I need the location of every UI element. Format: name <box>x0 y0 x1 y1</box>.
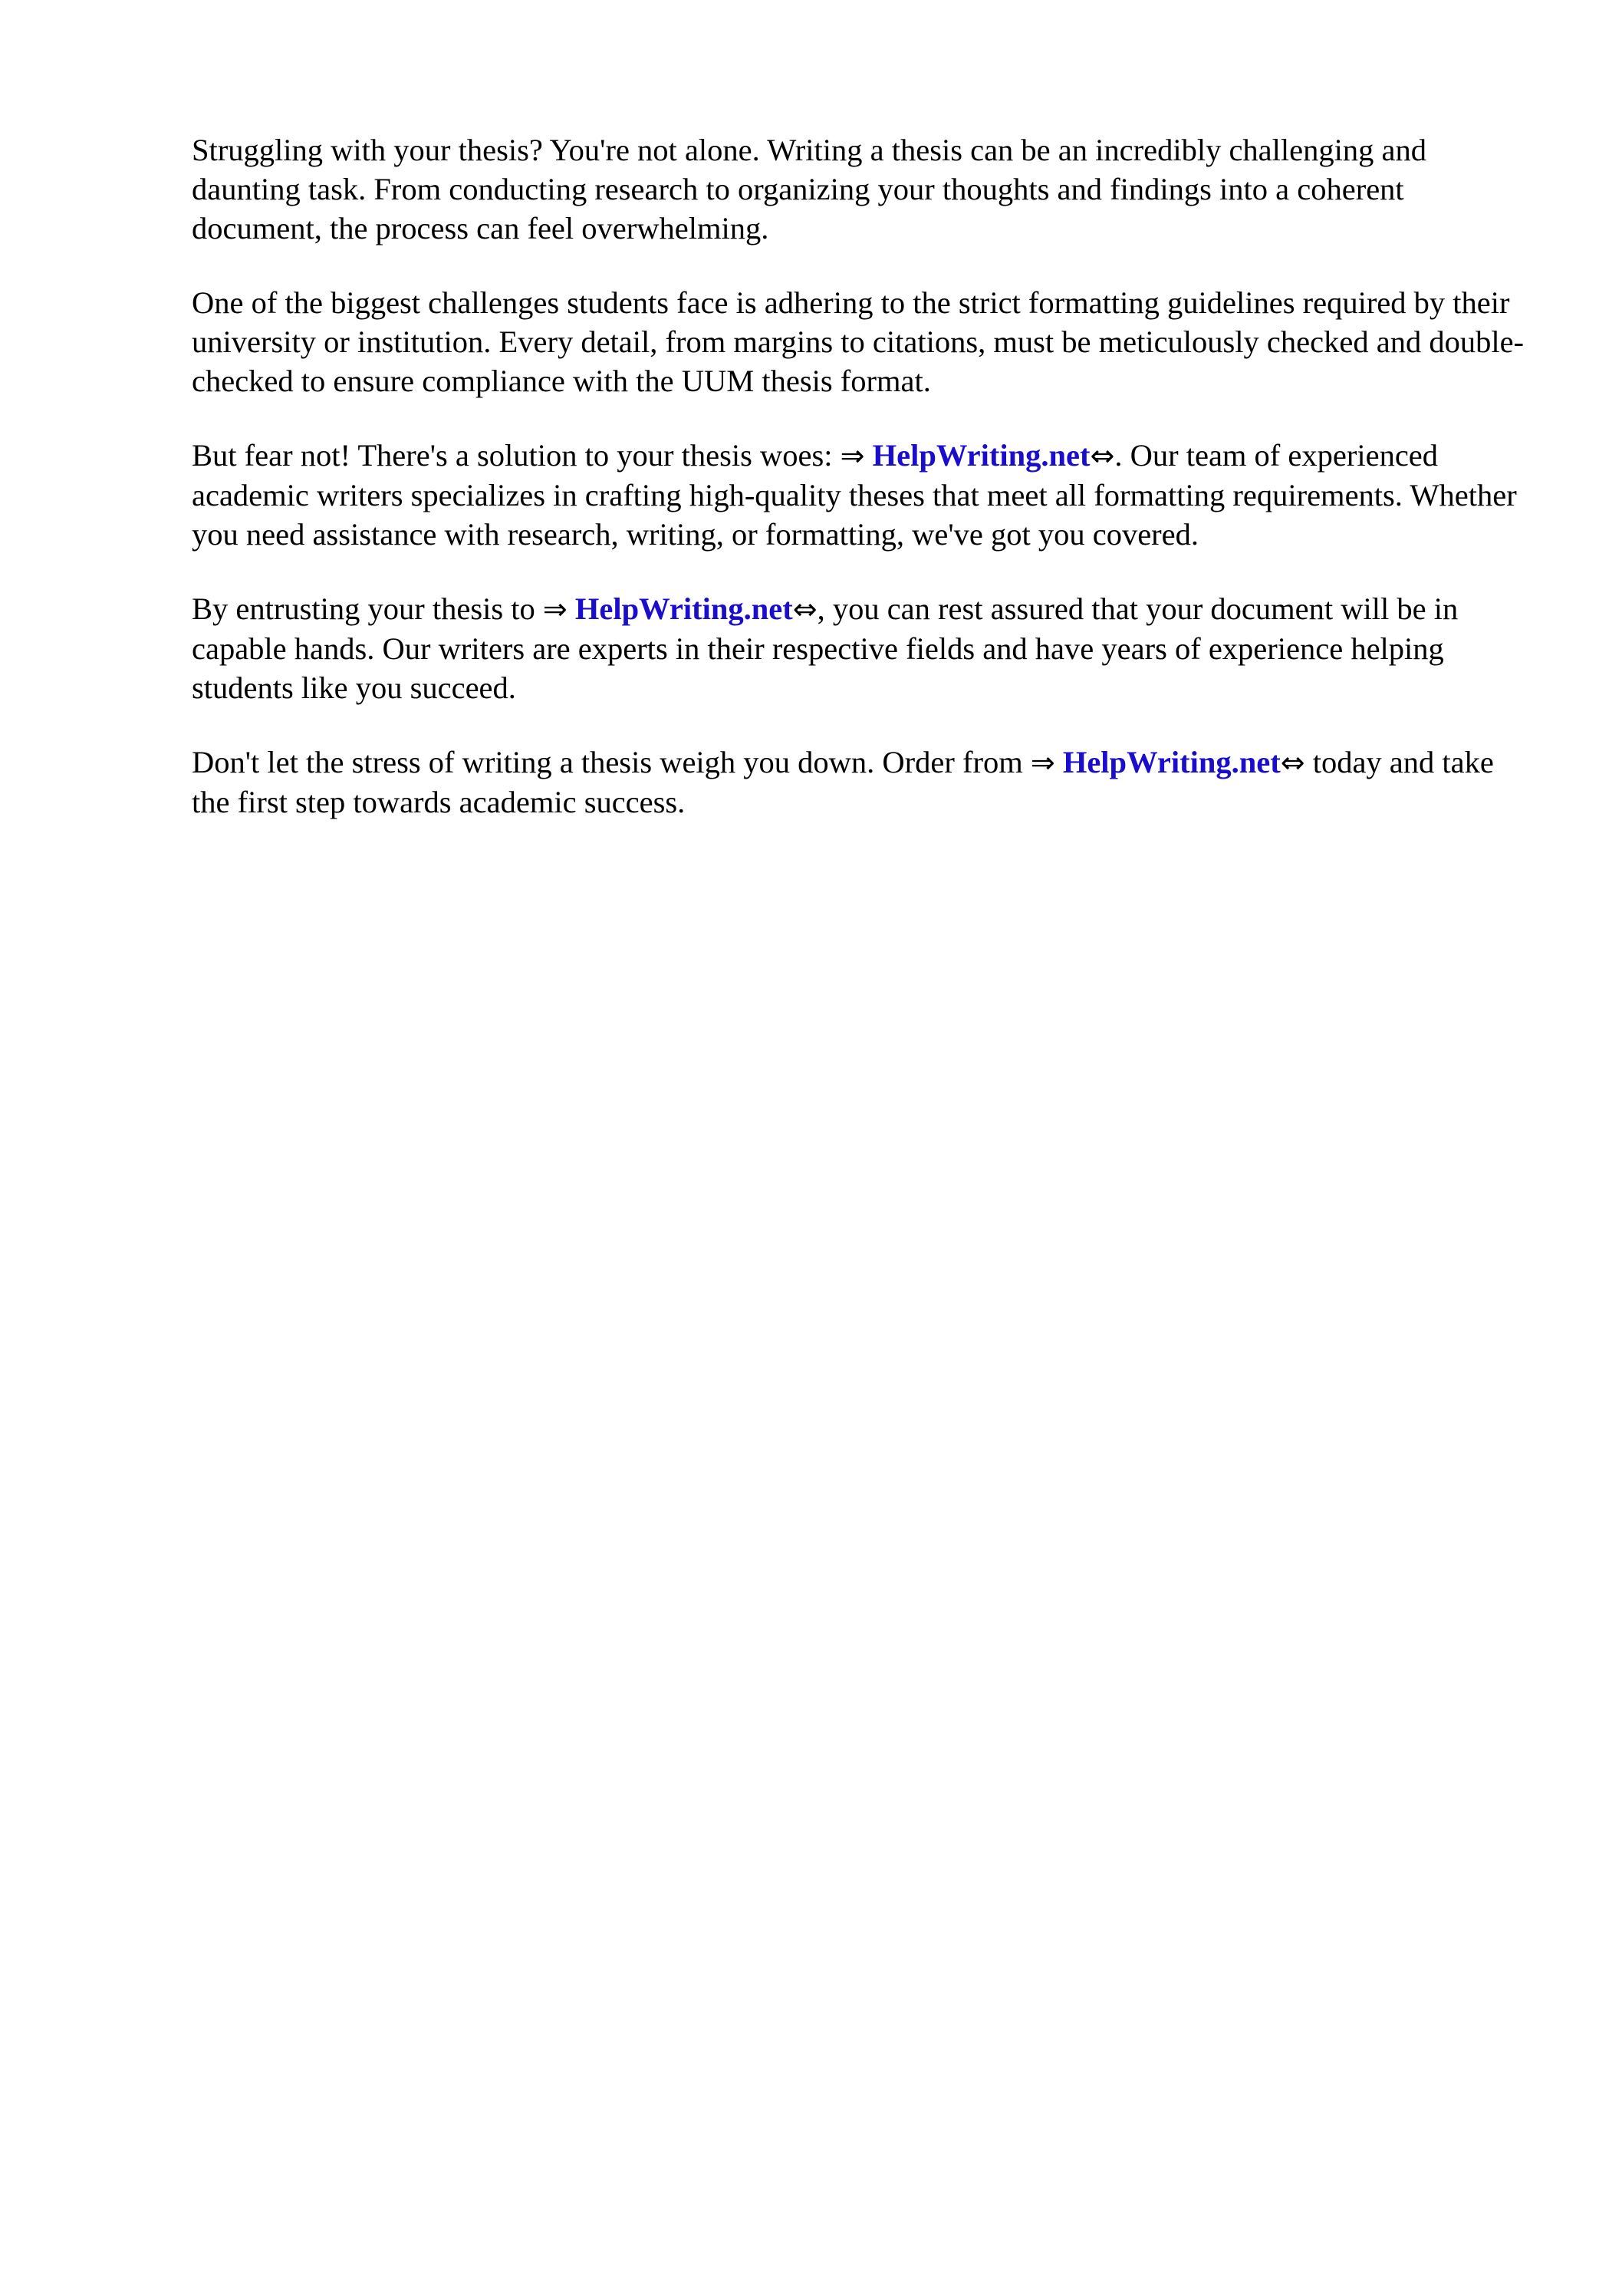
paragraph-text: . Our team of experienced academic writers specializes in crafting high-quality theses that meet all formatting requirements. Whether you need assistance with research, writing, or formatting, we've got you covered. <box>192 438 1517 552</box>
paragraph-order <box>192 743 1530 822</box>
left-right-double-arrow-icon: ⇔ <box>1090 439 1115 473</box>
left-right-double-arrow-icon: ⇔ <box>1280 746 1305 779</box>
right-double-arrow-icon: ⇒ <box>840 439 865 473</box>
paragraph-intro: Struggling with your thesis? You're not alone. Writing a thesis can be an incredibly challenging and daunting task. From conducting research to organizing your thoughts and findings into a coherent document, the process can feel overwhelming. <box>192 133 1426 245</box>
paragraph-text: By entrusting your thesis to <box>192 591 543 626</box>
paragraph-entrusting <box>192 589 1530 707</box>
paragraph-formatting: One of the biggest challenges students face is adhering to the strict formatting guidelines required by their university or institution. Every detail, from margins to citations, must be meticulously checked and double-checked to ensure compliance with the UUM thesis format. <box>192 285 1525 398</box>
helpwriting-link[interactable]: HelpWriting.net <box>872 438 1091 473</box>
paragraph-text: today and take the first step towards academic success. <box>192 745 1494 819</box>
paragraph-text: But fear not! There's a solution to your thesis woes: <box>192 438 841 473</box>
left-right-double-arrow-icon: ⇔ <box>792 592 818 626</box>
right-double-arrow-icon: ⇒ <box>542 592 568 626</box>
helpwriting-link[interactable]: HelpWriting.net <box>574 591 793 626</box>
helpwriting-link[interactable]: HelpWriting.net <box>1062 745 1281 779</box>
paragraph-text: , you can rest assured that your document will be in capable hands. Our writers are experts in their respective fields and have years of experience helping students like you succeed. <box>192 591 1459 705</box>
paragraph-solution <box>192 436 1530 554</box>
paragraph-text: Don't let the stress of writing a thesis weigh you down. Order from <box>192 745 1031 779</box>
right-double-arrow-icon: ⇒ <box>1030 746 1055 779</box>
document-page <box>192 130 1530 857</box>
